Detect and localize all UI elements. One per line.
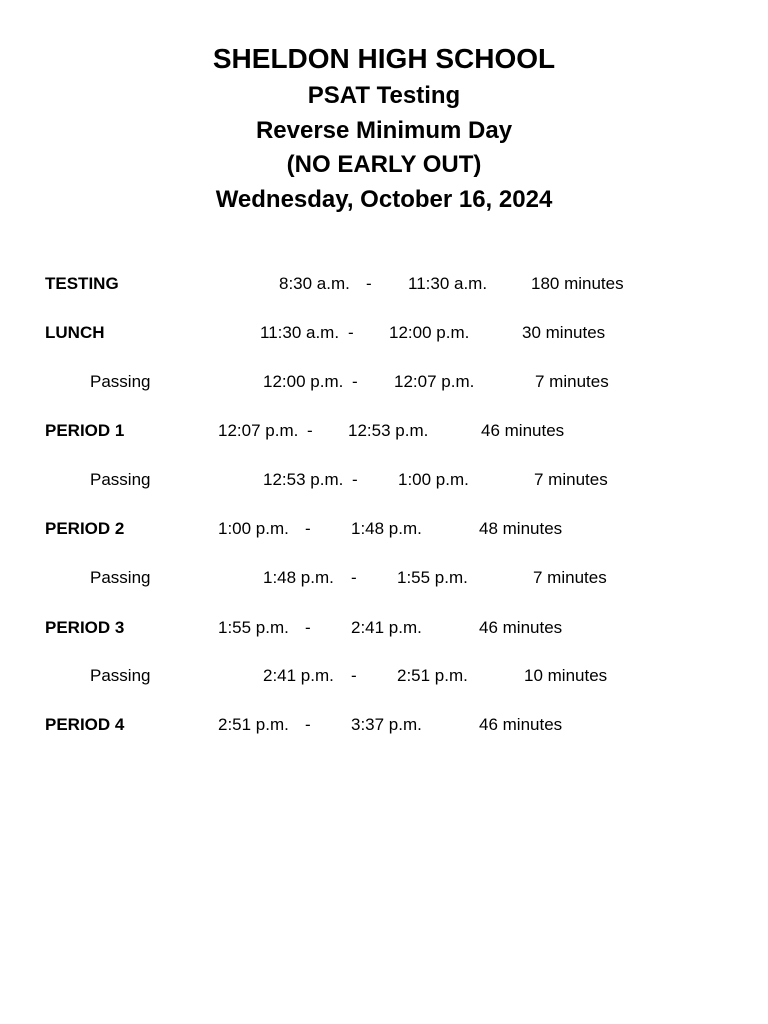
duration: 7 minutes: [535, 372, 609, 391]
start-time: 1:00 p.m.: [218, 519, 289, 538]
row-label: Passing: [90, 568, 151, 587]
start-time: 12:53 p.m.: [263, 470, 344, 489]
start-time: 8:30 a.m.: [279, 274, 350, 293]
schedule-row-passing-3: [0, 566, 768, 590]
row-label: PERIOD 1: [45, 421, 125, 440]
time-separator: -: [351, 666, 357, 685]
schedule-row-passing-1: [0, 370, 768, 394]
school-name: SHELDON HIGH SCHOOL: [212, 43, 556, 74]
end-time: 1:55 p.m.: [397, 568, 468, 587]
end-time: 12:00 p.m.: [389, 323, 470, 342]
schedule-date: Wednesday, October 16, 2024: [215, 186, 553, 213]
time-separator: -: [305, 715, 311, 734]
duration: 46 minutes: [479, 715, 563, 734]
start-time: 12:00 p.m.: [263, 372, 344, 391]
time-separator: -: [348, 323, 354, 342]
time-separator: -: [307, 421, 313, 440]
schedule-row-testing: [0, 272, 768, 296]
duration: 48 minutes: [479, 519, 563, 538]
schedule-row-lunch: [0, 321, 768, 345]
schedule-row-period-1: [0, 419, 768, 443]
schedule-type: Reverse Minimum Day: [255, 117, 513, 144]
end-time: 11:30 a.m.: [408, 274, 488, 293]
early-out-note: (NO EARLY OUT): [286, 151, 482, 178]
schedule-row-period-2: [0, 517, 768, 541]
row-label: PERIOD 3: [45, 618, 125, 637]
row-label: PERIOD 2: [45, 519, 125, 538]
start-time: 11:30 a.m.: [260, 323, 340, 342]
schedule-row-period-4: [0, 713, 768, 737]
end-time: 1:00 p.m.: [398, 470, 469, 489]
end-time: 12:07 p.m.: [394, 372, 475, 391]
duration: 46 minutes: [479, 618, 563, 637]
row-label: Passing: [90, 666, 151, 685]
time-separator: -: [352, 470, 358, 489]
row-label: PERIOD 4: [45, 715, 125, 734]
row-label: Passing: [90, 470, 151, 489]
event-title: PSAT Testing: [307, 82, 461, 109]
time-separator: -: [351, 568, 357, 587]
time-separator: -: [366, 274, 372, 293]
duration: 10 minutes: [524, 666, 608, 685]
start-time: 12:07 p.m.: [218, 421, 299, 440]
start-time: 2:41 p.m.: [263, 666, 334, 685]
duration: 7 minutes: [533, 568, 607, 587]
start-time: 2:51 p.m.: [218, 715, 289, 734]
duration: 180 minutes: [531, 274, 624, 293]
end-time: 12:53 p.m.: [348, 421, 429, 440]
duration: 30 minutes: [522, 323, 606, 342]
schedule-row-period-3: [0, 616, 768, 640]
time-separator: -: [305, 519, 311, 538]
duration: 46 minutes: [481, 421, 565, 440]
schedule-row-passing-2: [0, 468, 768, 492]
end-time: 1:48 p.m.: [351, 519, 422, 538]
schedule-row-passing-4: [0, 664, 768, 688]
end-time: 2:51 p.m.: [397, 666, 468, 685]
start-time: 1:48 p.m.: [263, 568, 334, 587]
duration: 7 minutes: [534, 470, 608, 489]
end-time: 3:37 p.m.: [351, 715, 422, 734]
row-label: LUNCH: [45, 323, 105, 342]
end-time: 2:41 p.m.: [351, 618, 422, 637]
row-label: TESTING: [45, 274, 119, 293]
time-separator: -: [305, 618, 311, 637]
time-separator: -: [352, 372, 358, 391]
row-label: Passing: [90, 372, 151, 391]
start-time: 1:55 p.m.: [218, 618, 289, 637]
